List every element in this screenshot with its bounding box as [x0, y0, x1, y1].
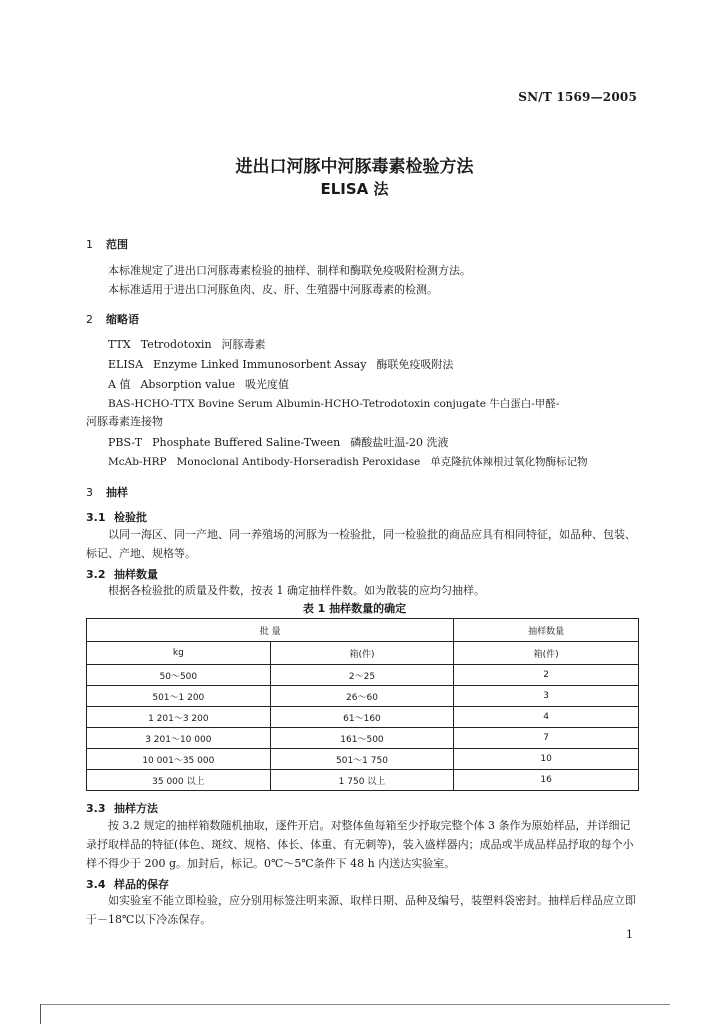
table-row: 501～1 200 26～60 3 [87, 686, 639, 707]
subsection-3-1-text: 以同一海区、同一产地、同一养殖场的河豚为一检验批，同一检验批的商品应具有相同特征，如品种、包装、标记、产地、规格等。 [86, 528, 636, 560]
table-row: 10 001～35 000 501～1 750 10 [87, 749, 639, 770]
page-number: 1 [626, 928, 633, 941]
subheader-kg: kg [87, 642, 271, 665]
subsection-3-3-text: 按 3.2 规定的抽样箱数随机抽取，逐件开启。对整体鱼每箱至少抒取完整个体 3 条作为原始样品，并详细记录抒取样品的特征(体色、斑纹、规格、体长、体重、有无刺等)，装入盛样器内；成品或半成品样品抒取的每个小样不得少于 200 g。加封后，标记。0℃～5℃条件下 48 h 内送达实验室。 [86, 819, 634, 870]
subheader-box-2: 箱(件) [454, 642, 639, 665]
subsection-3-1-heading: 3.1 检验批 [86, 511, 147, 524]
table-header-row [87, 619, 639, 642]
scan-edge-mark [40, 1004, 41, 1024]
table-row: 3 201～10 000 161～500 7 [87, 728, 639, 749]
sampling-table [86, 618, 639, 791]
document-subtitle: ELISA 法 [320, 180, 389, 198]
abbreviation-elisa: ELISA Enzyme Linked Immunosorbent Assay 酶联免疫吸附法 [108, 358, 454, 371]
abbreviation-bas-hcho-ttx: BAS-HCHO-TTX Bovine Serum Albumin-HCHO-Tetrodotoxin conjugate 牛白蛋白-甲醛- [108, 398, 560, 410]
header-batch: 批 量 [87, 619, 454, 642]
document-title: 进出口河豚中河豚毒素检验方法 [235, 157, 474, 177]
standard-number: SN/T 1569—2005 [518, 90, 637, 104]
section-1-paragraph-1: 本标准规定了进出口河豚毒素检验的抽样、制样和酶联免疫吸附检测方法。 [108, 264, 471, 277]
subsection-3-4-heading: 3.4 样品的保存 [86, 878, 169, 891]
subsection-3-2-heading: 3.2 抽样数量 [86, 568, 158, 581]
abbreviation-a-value: A 值 Absorption value 吸光度值 [108, 378, 290, 391]
scan-edge-line [40, 1004, 670, 1005]
abbreviation-mcab-hrp: McAb-HRP Monoclonal Antibody-Horseradish Peroxidase 单克隆抗体辣根过氧化物酶标记物 [108, 456, 588, 468]
subheader-box: 箱(件) [270, 642, 454, 665]
section-number: 2 [86, 313, 93, 326]
abbreviation-ttx: TTX Tetrodotoxin 河豚毒素 [108, 338, 266, 351]
abbreviation-bas-hcho-ttx-continued: 河豚毒素连接物 [86, 415, 163, 428]
table-row: 35 000 以上 1 750 以上 16 [87, 770, 639, 791]
section-title: 缩略语 [106, 313, 139, 326]
table-row: 50～500 2～25 2 [87, 665, 639, 686]
section-1-heading [86, 236, 128, 252]
header-sample-count: 抽样数量 [454, 619, 639, 642]
section-number: 3 [86, 486, 93, 499]
section-title: 范围 [106, 238, 128, 251]
section-title: 抽样 [106, 486, 128, 499]
section-2-heading [86, 311, 139, 327]
table-caption: 表 1 抽样数量的确定 [302, 602, 407, 615]
subsection-3-3-heading: 3.3 抽样方法 [86, 802, 158, 815]
section-3-heading [86, 484, 128, 500]
section-1-paragraph-2: 本标准适用于进出口河豚鱼肉、皮、肝、生殖器中河豚毒素的检测。 [108, 283, 438, 296]
table-row: 1 201～3 200 61～160 4 [87, 707, 639, 728]
subsection-3-4-text: 如实验室不能立即检验，应分别用标签注明来源、取样日期、品种及编号，装塑料袋密封。抽样后样品应立即于－18℃以下冷冻保存。 [86, 894, 636, 926]
section-number: 1 [86, 238, 93, 251]
subsection-3-2-text: 根据各检验批的质量及件数，按表 1 确定抽样件数。如为散装的应均匀抽样。 [108, 584, 485, 597]
abbreviation-pbs-t: PBS-T Phosphate Buffered Saline-Tween 磷酸盐吐温-20 洗液 [108, 436, 449, 449]
table-subheader-row [87, 642, 639, 665]
